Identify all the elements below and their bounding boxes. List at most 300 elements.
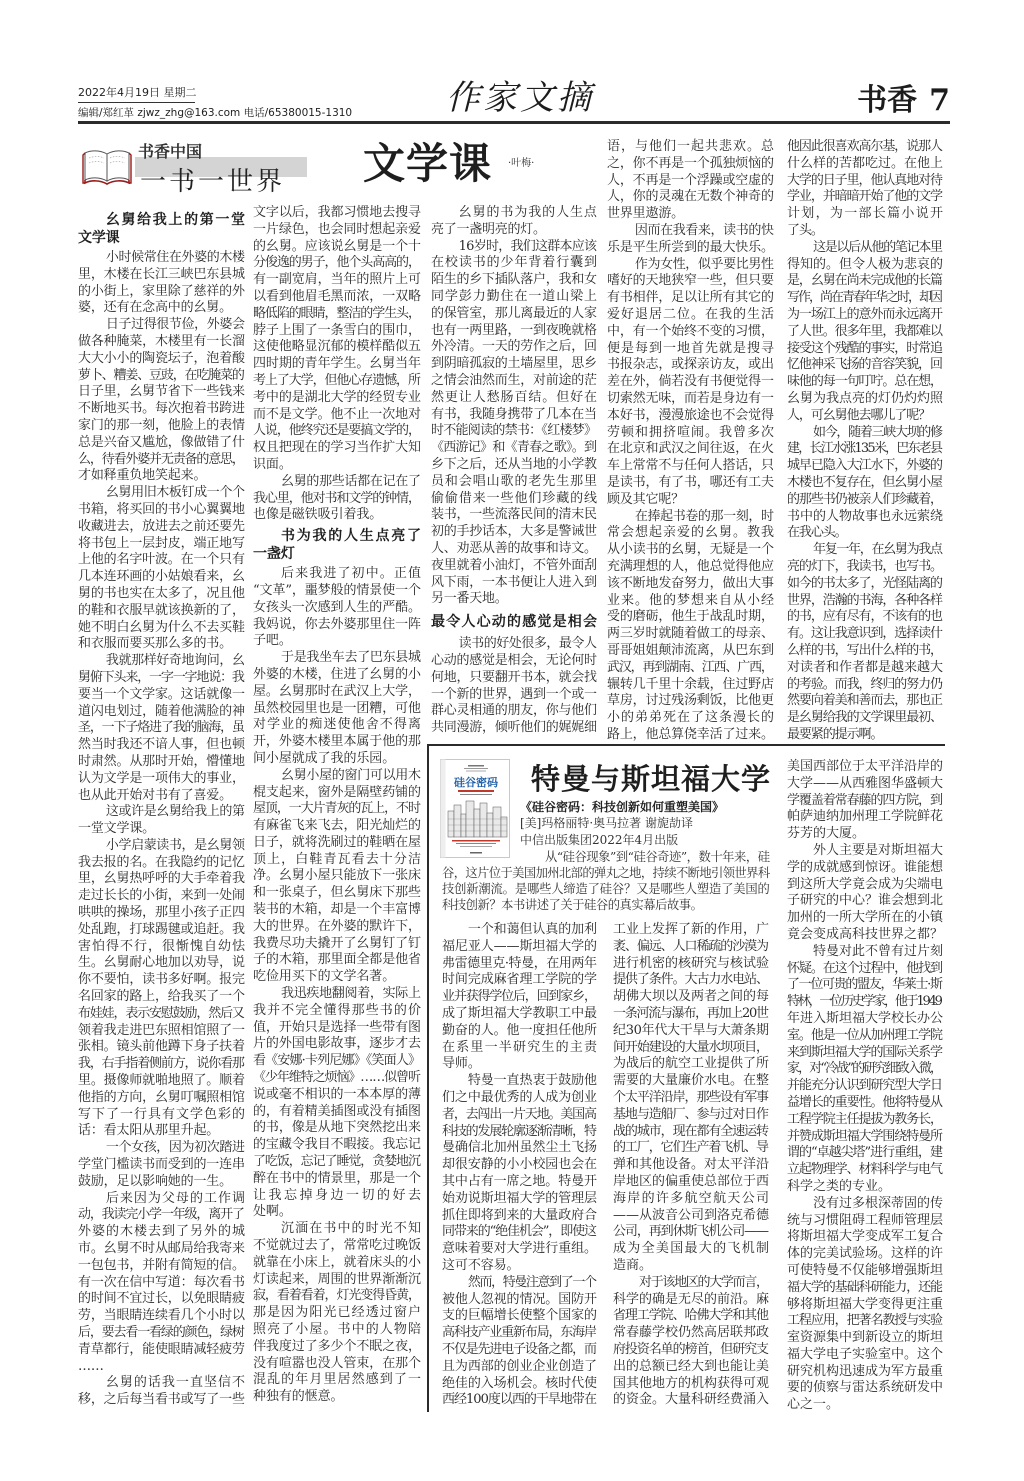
text-line <box>613 989 769 1006</box>
text-line <box>613 1258 769 1275</box>
text-line <box>607 525 774 542</box>
text-line <box>607 374 774 391</box>
line-text: 技创新潮流。是哪些人缔造了硅谷？又是哪些人塑造了美国的 <box>442 882 770 896</box>
line-text: 工业上发挥了新的作用，广 <box>613 922 770 937</box>
book-review-box-top-border <box>427 744 945 746</box>
line-text: 一个女孩，因为初次踏进 <box>105 1140 245 1156</box>
text-line <box>253 835 421 852</box>
text-line <box>787 475 943 492</box>
line-text: 我就那样好奇地询问，幺 <box>105 653 245 669</box>
article-column-5 <box>787 139 943 744</box>
text-line <box>78 485 245 502</box>
text-line <box>253 507 421 524</box>
paragraph <box>253 474 421 524</box>
line-text: 和一张桌子，但幺舅床下那些 <box>253 885 421 901</box>
book-review-title: 特曼与斯坦福大学 <box>531 762 772 796</box>
text-line <box>607 341 774 358</box>
text-line <box>253 1272 421 1289</box>
line-text: 小学启蒙读书，是幺舅领 <box>105 837 245 853</box>
text-line <box>78 905 245 922</box>
line-text: 最要紧的提示啊。 <box>787 726 883 742</box>
text-line <box>431 306 597 323</box>
line-text: 混乱的年月里居然感到了一 <box>253 1372 423 1388</box>
paragraph <box>253 205 421 474</box>
line-text: 公司，再到休斯飞机公司—— <box>613 1224 768 1240</box>
paragraph <box>442 1275 597 1409</box>
text-line <box>607 189 774 206</box>
text-line <box>607 290 774 307</box>
line-text: 于是我坐车去了巴东县城 <box>281 650 421 666</box>
line-text: 收藏进去，放进去之前还要先 <box>78 518 245 534</box>
text-line <box>613 1241 769 1258</box>
line-text: 到阴暗孤寂的土墙屋里，思乡 <box>431 356 597 372</box>
text-line <box>431 255 597 272</box>
line-text: 值，开始只是选择一些带有图 <box>253 1019 421 1035</box>
text-line <box>78 754 245 771</box>
text-line <box>787 357 943 374</box>
line-text: 然更让人愁肠百结。但好在 <box>431 389 598 405</box>
text-line <box>431 636 597 653</box>
line-text: 我并不完全懂得那些书的价 <box>253 1002 423 1018</box>
text-line <box>78 1123 245 1140</box>
text-line <box>78 435 245 452</box>
text-line <box>787 660 943 677</box>
line-text: 乡下之后，还从当地的小学教 <box>431 456 597 472</box>
line-text: 舅的书也实在太多了，况且他 <box>78 585 245 601</box>
line-text: 书报杂志，或探亲访友，或出 <box>607 357 774 373</box>
text-line <box>787 441 943 458</box>
text-line <box>607 593 774 610</box>
text-line <box>78 1207 245 1224</box>
line-text: 装书，一些流落民间的清末民 <box>431 507 597 523</box>
text-line <box>78 704 245 721</box>
line-text: 的小街上，家里除了慈祥的外 <box>78 283 245 299</box>
line-text: 车上常常不与任何人搭话，只 <box>607 458 774 474</box>
text-line <box>613 1224 769 1241</box>
line-text: 间小屋就成了我的乐园。 <box>253 750 396 766</box>
line-text: 工程学院主任提拔为教务长， <box>787 1111 942 1127</box>
text-line <box>442 1241 597 1258</box>
line-text: 风下雨，一本书便让人进入到 <box>431 574 597 590</box>
text-line <box>431 687 597 704</box>
line-text: 世界里遨游。 <box>607 206 684 222</box>
line-text: 让我忘掉身边一切的好去 <box>253 1187 424 1203</box>
text-line <box>442 1073 597 1090</box>
line-text: 道闪电划过，随着他满脸的神 <box>78 703 245 719</box>
line-text: 特林，一位历史学家，他于1949 <box>787 994 941 1010</box>
line-text: 如今，随着三峡大坝的修 <box>813 424 942 440</box>
line-text: 人，不再是一个浮躁或空虚的 <box>607 172 774 188</box>
text-line <box>253 734 421 751</box>
text-line <box>253 306 421 323</box>
paragraph <box>78 1191 245 1376</box>
line-text: 袤、偏远、人口稀疏的沙漠为 <box>613 938 768 954</box>
line-text: 书箱，将买回的书小心翼翼地 <box>78 501 245 517</box>
text-line <box>78 771 245 788</box>
line-text: 一条河流与瀑布，再加上20世 <box>613 1005 768 1021</box>
line-text: 小的弟弟死在了这条漫长的 <box>607 710 776 726</box>
line-text: 武汉，再到湖南、江西、广西， <box>607 659 773 675</box>
text-line <box>613 1208 769 1225</box>
text-line <box>442 1342 597 1359</box>
text-line <box>787 776 943 793</box>
text-line <box>787 324 943 341</box>
text-line <box>78 838 245 855</box>
masthead-logo: 作家文摘 <box>446 78 594 118</box>
date-underline <box>78 102 195 103</box>
line-text: 特曼对此不曾有过片刻 <box>813 943 944 959</box>
line-text: 科技的发展轮廓逐渐清晰，特 <box>442 1123 596 1139</box>
line-text: ——从波音公司到洛克希德 <box>613 1207 770 1223</box>
line-text: 没有喧嚣也没人管束，在那个 <box>253 1355 421 1371</box>
text-line <box>431 239 597 256</box>
text-line <box>253 1003 421 1020</box>
line-text: 这使他略显沉郁的模样酷似五 <box>253 339 421 355</box>
line-text: 这是以后从他的笔记本里 <box>813 239 942 255</box>
text-line <box>78 1191 245 1208</box>
line-text: 弹和其他设备。对太平洋沿 <box>613 1157 770 1173</box>
line-text: 学的成就感到惊讶。谁能想 <box>787 859 944 875</box>
line-text: 并赞成斯坦福大学围绕特曼所 <box>787 1128 942 1144</box>
line-text: 幺舅的书为我的人生点 <box>458 205 598 220</box>
line-text: 要当一个文学家。这话就像一 <box>78 686 245 702</box>
text-line <box>78 1073 245 1090</box>
line-text: 的那些书仍被亲人们珍藏着， <box>787 491 942 507</box>
book-review-column-3 <box>787 759 943 1414</box>
text-line <box>607 273 774 290</box>
line-text: 移，之后每当看书或写了一些 <box>78 1392 245 1408</box>
text-line <box>431 356 597 373</box>
line-text: 科技创新？本书讲述了关于硅谷的真实幕后故事。 <box>442 898 703 912</box>
line-text: 女孩头一次感到人生的严酷。 <box>253 599 421 615</box>
text-line <box>613 1392 769 1409</box>
line-text: 味他的每一句叮咛。总在想， <box>787 374 942 390</box>
line-text: 来到斯坦福大学的国际关系学 <box>787 1044 942 1060</box>
open-book-icon <box>82 146 132 186</box>
text-line <box>442 1107 597 1124</box>
text-line <box>787 759 943 776</box>
line-text: 生。幺舅耐心地加以劝导，说 <box>78 955 245 971</box>
paragraph <box>253 566 421 650</box>
line-text: 青草都行，能使眼睛减轻疲劳 <box>78 1341 245 1357</box>
line-text: 成了斯坦福大学教职工中最 <box>442 1005 597 1021</box>
line-text: 乐是平生所尝到的最大快乐。 <box>607 239 774 255</box>
line-text: 战的城市，现在都有全速运转 <box>613 1123 768 1139</box>
line-text: 的幺舅。应该说幺舅是一个十 <box>253 238 421 254</box>
paragraph <box>613 1275 769 1409</box>
book-author: [美]玛格丽特·奥马拉著 谢旎劼译 <box>520 816 693 830</box>
line-text: 你不要怕，读书多好啊。报完 <box>78 972 245 988</box>
line-text: 哥哥姐姐颠沛流离，从巴东到 <box>607 642 774 658</box>
text-line <box>431 222 597 239</box>
text-line <box>431 591 597 608</box>
line-text: 抓住即将到来的大量政府合 <box>442 1207 597 1223</box>
text-line <box>253 1104 421 1121</box>
text-line <box>78 1140 245 1157</box>
paragraph <box>787 240 943 425</box>
text-line <box>253 936 421 953</box>
text-line <box>78 536 245 553</box>
text-line <box>442 1174 597 1191</box>
line-text: 草房，讨过残汤剩饭，比他更 <box>607 693 774 709</box>
section-heading <box>78 211 245 247</box>
line-text: 要的侦察与雷达系统研发中 <box>787 1380 944 1396</box>
line-text: 科学的确是无尽的前沿。麻 <box>613 1291 770 1307</box>
article-byline: ·叶梅· <box>508 158 535 169</box>
text-line <box>253 1356 421 1373</box>
line-text: 里。摄像师就啪地照了。顺着 <box>78 1073 245 1089</box>
line-text: 加州的一所大学所在的小镇 <box>787 910 944 926</box>
text-line <box>78 1375 245 1392</box>
line-text: 照亮了小屋。书中的人物陪 <box>253 1322 423 1337</box>
line-text: 有书相伴，足以让所有其它的 <box>607 290 774 306</box>
text-line <box>78 670 245 687</box>
line-text: 对读者和作者都是越来越大 <box>787 659 944 675</box>
line-text: 幺舅用旧木板钉成一个个 <box>105 485 245 501</box>
text-line <box>78 687 245 704</box>
line-text: 心之一。 <box>787 1397 840 1413</box>
line-text: 《西游记》和《青春之歌》。到 <box>431 440 597 456</box>
line-text: 得知的。但令人极为悲哀的 <box>787 256 944 272</box>
text-line <box>787 626 943 643</box>
text-line <box>253 1389 421 1406</box>
line-text: 我妈说，你去外婆那里住一阵 <box>253 616 421 632</box>
line-text: 的书，像是从地下突然挖出来 <box>253 1120 421 1136</box>
text-line <box>787 677 943 694</box>
line-text: 共同漫游，倾听他们的娓娓细 <box>431 720 597 736</box>
paragraph <box>787 944 943 1196</box>
text-line <box>253 885 421 902</box>
line-text: 意味着要对大学进行重组。 <box>442 1241 597 1257</box>
text-line <box>253 818 421 835</box>
text-line <box>607 206 774 223</box>
text-line <box>253 1322 421 1339</box>
line-text: 统与习惯阻碍工程师管理层 <box>787 1212 944 1228</box>
text-line <box>442 1208 597 1225</box>
text-line <box>607 257 774 274</box>
line-text: 走过长长的小街，来到一处闹 <box>78 888 245 904</box>
line-text: 城早已隐入大江水下，外婆的 <box>787 458 942 474</box>
text-line <box>442 1090 597 1107</box>
section-name: 书香 <box>857 83 918 118</box>
paragraph <box>253 1221 421 1406</box>
text-line <box>613 1006 769 1023</box>
text-line <box>253 373 421 390</box>
line-text: 木楼也不复存在，但幺舅小屋 <box>787 474 942 490</box>
heading-text: 最令人心动的感觉是相会 <box>431 614 599 631</box>
paragraph <box>78 653 245 804</box>
text-line <box>253 390 421 407</box>
line-text: 个太平洋沿岸，那些设有军事 <box>613 1089 768 1105</box>
text-line <box>787 643 943 660</box>
text-line <box>78 250 245 267</box>
text-line <box>613 1090 769 1107</box>
line-text: 语，与他们一起共悲欢。总 <box>607 139 776 154</box>
line-text: 始劝说斯坦福大学的管理层 <box>442 1190 597 1206</box>
text-line <box>787 391 943 408</box>
text-line <box>787 257 943 274</box>
line-text: 权且把现在的学习当作扩大知 <box>253 440 421 456</box>
line-text: 为一场江上的意外而永远离开 <box>787 306 942 322</box>
line-text: 四时期的青年学生。幺舅当年 <box>253 356 421 372</box>
line-text: 领着我走进巴东照相馆照了一 <box>78 1022 245 1038</box>
text-line <box>78 586 245 603</box>
text-line <box>253 852 421 869</box>
text-line <box>431 507 597 524</box>
line-text: 的资金。大量科研经费涌入 <box>613 1392 770 1408</box>
text-line <box>607 693 774 710</box>
text-line <box>787 1364 943 1381</box>
line-text: 常会想起亲爱的幺舅。教我 <box>607 525 776 541</box>
text-line <box>78 620 245 637</box>
line-text: 劳顿和拥挤喧闹。我曾多次 <box>607 424 776 440</box>
heading-line <box>253 527 421 545</box>
article-column-2 <box>253 205 424 1406</box>
line-text: 装书的木箱，却是一个丰富博 <box>253 902 421 918</box>
line-text: 外冷清。一天的劳作之后，回 <box>431 339 597 355</box>
text-line <box>787 1213 943 1230</box>
text-line <box>253 986 421 1003</box>
text-line <box>787 1162 943 1179</box>
line-text: 我去报的名。在我隐约的记忆 <box>78 854 245 870</box>
line-text: 话：看太阳从那里升起。 <box>78 1123 220 1139</box>
line-text: 出的总额已经大到也能让美 <box>613 1358 770 1374</box>
paragraph <box>787 759 943 843</box>
line-text: 两三岁时就随着做工的母亲、 <box>607 626 774 642</box>
line-text: 差在外，倘若没有书便觉得一 <box>607 374 774 390</box>
line-text: 婆，还有在念高中的幺舅。 <box>78 300 232 316</box>
heading-line <box>253 545 421 563</box>
line-text: 了吃饭，忘记了睡觉，贪婪地沉 <box>253 1154 420 1170</box>
text-line <box>253 633 421 650</box>
line-text: 一个新的世界，遇到一个或一 <box>431 686 597 702</box>
line-text: 有。这让我意识到，选择读什 <box>787 626 942 642</box>
heading-text: 书为我的人生点亮了 <box>281 528 423 545</box>
issue-date: 2022年4月19日 星期二 <box>78 86 197 99</box>
line-text: 的工厂，它们生产着飞机、导 <box>613 1140 768 1156</box>
text-line <box>787 860 943 877</box>
paragraph <box>78 485 245 653</box>
article-column-3 <box>431 205 597 737</box>
text-line <box>253 440 421 457</box>
line-text: 充满理想的人，他总觉得他应 <box>607 558 774 574</box>
text-line <box>607 223 774 240</box>
paragraph <box>78 250 245 317</box>
line-text: 亮了一盏明亮的灯。 <box>431 221 546 237</box>
line-text: 海岸的许多航空航天公司 <box>613 1190 771 1206</box>
text-line <box>787 307 943 324</box>
line-text: 时间完成麻省理工学院的学 <box>442 972 597 988</box>
text-line <box>78 1224 245 1241</box>
line-text: 棍支起来，窗外是隔壁药铺的 <box>253 784 421 800</box>
line-text: 谷，这片位于美国加州北部的弹丸之地，持续不断地引领世界科 <box>442 866 770 880</box>
text-line <box>442 881 770 897</box>
text-line <box>607 509 774 526</box>
text-line <box>253 1154 421 1171</box>
text-line <box>607 609 774 626</box>
line-text: 成为全美国最大的飞机制 <box>613 1241 771 1257</box>
line-text: 总是兴奋又尴尬，像做错了什 <box>78 434 245 450</box>
line-text: 顾及其它呢？ <box>607 491 684 507</box>
paragraph <box>78 804 245 838</box>
line-text: 里，幺舅热呼呼的大手牵着我 <box>78 871 245 887</box>
line-text: 考上了大学，但他心存遗憾，所 <box>253 372 420 388</box>
text-line <box>787 1280 943 1297</box>
paragraph <box>431 239 597 609</box>
text-line <box>431 541 597 558</box>
line-text: 几本连环画的小姑娘看来，幺 <box>78 569 245 585</box>
line-text: 识面。 <box>253 456 292 472</box>
text-line <box>253 952 421 969</box>
line-text: 世界，浩瀚的书海，各种各样 <box>787 592 942 608</box>
text-line <box>253 1087 421 1104</box>
paragraph <box>431 636 597 737</box>
editor-contact: 编辑/郑红革 zjwz_zhg@163.com 电话/65380015-1310 <box>78 107 353 119</box>
text-line <box>613 1023 769 1040</box>
text-line <box>613 972 769 989</box>
line-text: 屋。幺舅那时在武汉上大学， <box>253 683 421 699</box>
text-line <box>253 1053 421 1070</box>
text-line <box>78 284 245 301</box>
text-line <box>253 1036 421 1053</box>
line-text: 到这所大学竟会成为尖端电 <box>787 876 944 892</box>
paragraph <box>442 922 597 1073</box>
line-text: 将书包上一层封皮，端正地写 <box>78 535 245 551</box>
text-line <box>78 300 245 317</box>
text-line <box>78 368 245 385</box>
paragraph <box>78 838 245 1140</box>
line-text: 学覆盖着常春藤的四方院，到 <box>787 792 942 808</box>
line-text: 里，木楼在长江三峡巴东县城 <box>78 266 245 282</box>
line-text: 学堂门槛读书而受到的一连串 <box>78 1157 245 1173</box>
text-line <box>78 1107 245 1124</box>
text-line <box>787 509 943 526</box>
text-line <box>787 240 943 257</box>
text-line <box>253 751 421 768</box>
line-text: 一片绿色，也会同时想起亲爱 <box>253 221 421 237</box>
line-text: 对学业的痴迷使他舍不得离 <box>253 717 423 733</box>
text-line <box>78 1039 245 1056</box>
text-line <box>787 793 943 810</box>
line-text: 岸地区的偏重使总部位于西 <box>613 1173 770 1189</box>
line-text: 以看到他眉毛黑而浓，一双略 <box>253 288 421 304</box>
text-line <box>253 339 421 356</box>
line-text: 一个和蔼但认真的加利 <box>467 922 597 937</box>
text-line <box>253 717 421 734</box>
text-line <box>431 423 597 440</box>
text-line <box>607 492 774 509</box>
line-text: 一包包书，并附有简短的信。 <box>78 1257 245 1273</box>
text-line <box>613 1359 769 1376</box>
article-column-4 <box>607 139 774 744</box>
line-text: 也有一两里路，一到夜晚就格 <box>431 322 597 338</box>
section-heading <box>253 527 421 563</box>
line-text: 日子，就将洗刷过的鞋晒在屋 <box>253 834 421 850</box>
text-line <box>787 1095 943 1112</box>
text-line <box>253 583 421 600</box>
text-line <box>431 720 597 737</box>
text-line <box>613 1157 769 1174</box>
line-text: 然要向着美和善而去，那也正 <box>787 693 942 709</box>
line-text: 计划，为一部长篇小说开 <box>787 206 945 222</box>
heading-text: 一盏灯 <box>253 546 295 563</box>
line-text: 府投资名单的榜首，但研究支 <box>613 1341 768 1357</box>
line-text: 西经100度以西的干旱地带在 <box>442 1392 596 1408</box>
line-text: 也从此开始对书有了喜爱。 <box>78 787 232 803</box>
line-text: 谓的“卓越尖塔”进行重组，建 <box>787 1145 943 1161</box>
text-line <box>431 205 597 222</box>
text-line <box>253 457 421 474</box>
